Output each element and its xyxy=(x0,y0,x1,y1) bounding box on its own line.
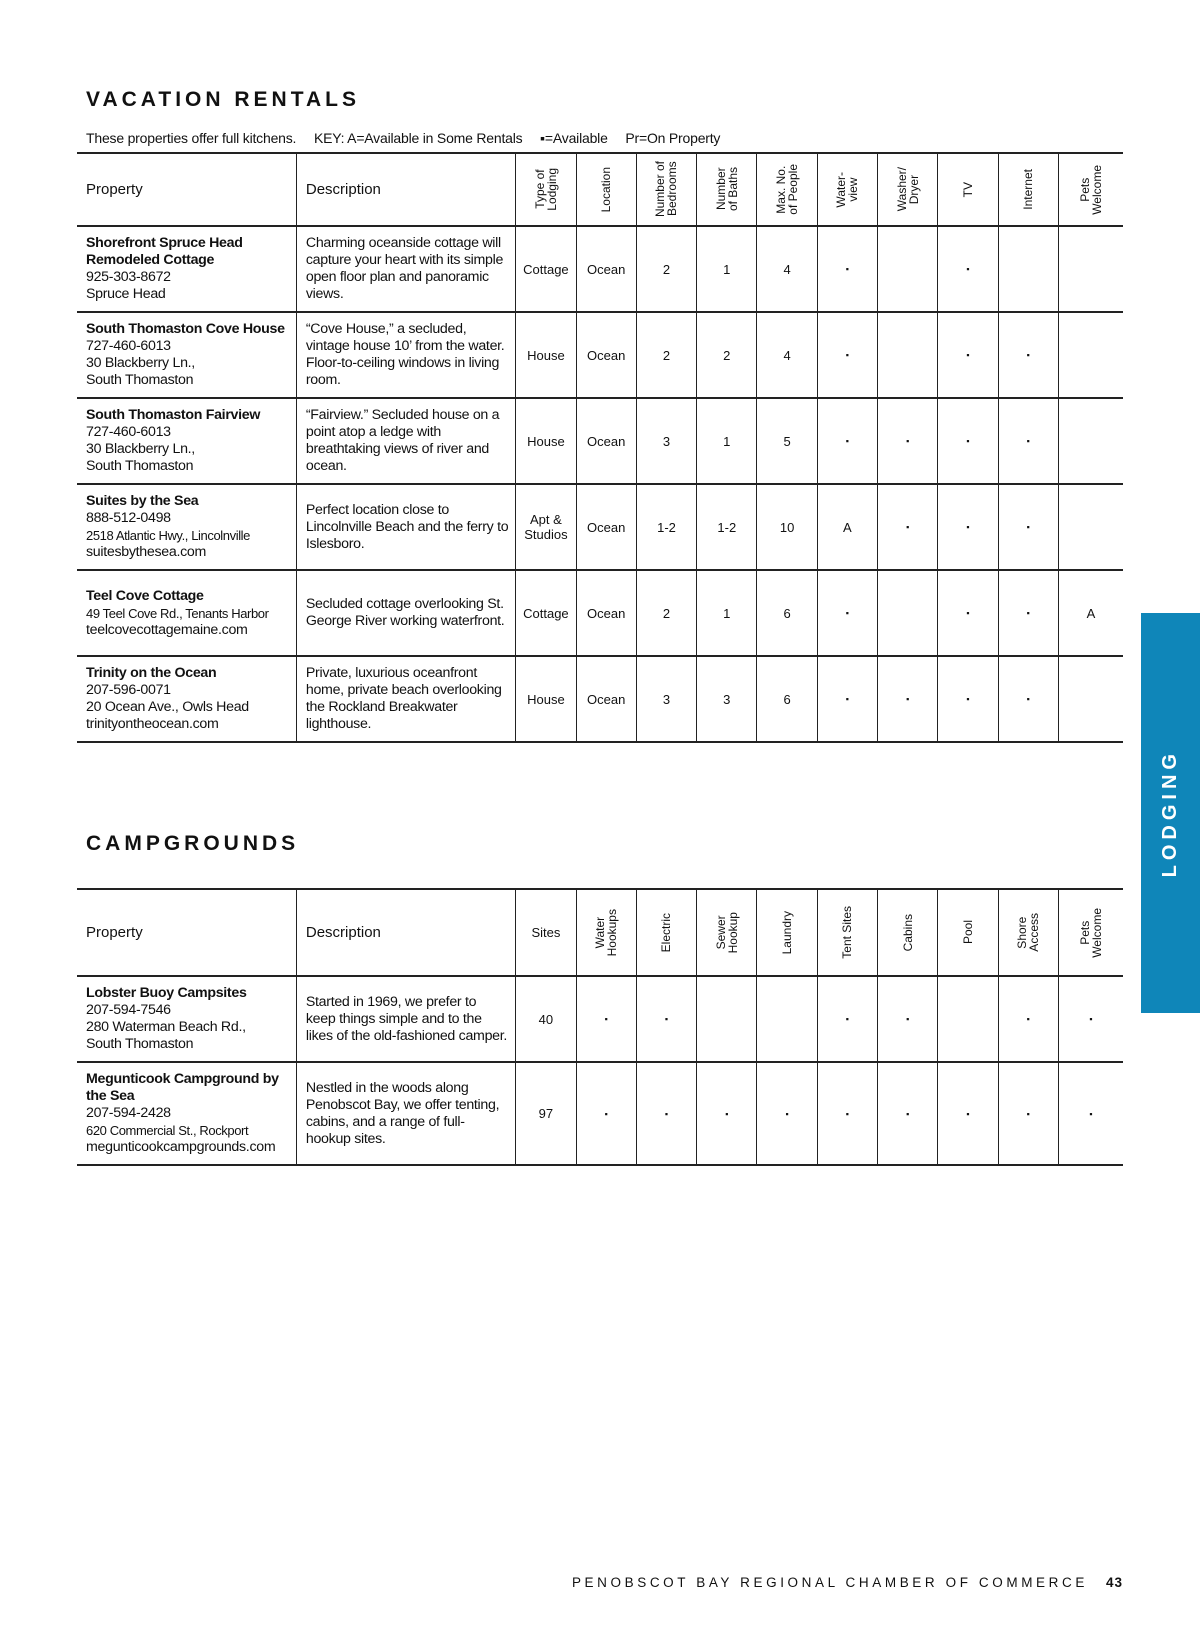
cell-max-no-of-people: 5 xyxy=(757,398,817,484)
footer-organization: PENOBSCOT BAY REGIONAL CHAMBER OF COMMERCE xyxy=(571,1575,1088,1590)
property-detail: South Thomaston xyxy=(86,458,194,474)
property-detail: teelcovecottagemaine.com xyxy=(86,621,248,638)
description-cell: “Fairview.” Secluded house on a point atop a ledge with breathtaking views of river and ocean. xyxy=(296,398,515,484)
table-row xyxy=(77,570,1123,656)
cell-pets-welcome xyxy=(1058,226,1123,312)
property-detail: 207-594-7546 xyxy=(86,1002,171,1018)
key-available: ▪=Available xyxy=(540,130,608,146)
table-row xyxy=(77,976,1123,1062)
header-label: Tent Sites xyxy=(840,906,855,959)
cell-location: Ocean xyxy=(576,656,636,742)
header-label: Number of Baths xyxy=(713,167,740,212)
table-row xyxy=(77,226,1123,312)
description-cell: Secluded cottage overlooking St. George River working waterfront. xyxy=(296,570,515,656)
header-label: Pets Welcome xyxy=(1077,907,1104,958)
cell-internet: ▪ xyxy=(998,570,1058,656)
header-type-of-lodging xyxy=(516,153,576,226)
cell-type-of-lodging: House xyxy=(516,312,576,398)
header-pool xyxy=(938,889,998,976)
header-label: TV xyxy=(960,181,975,198)
cell-pets-welcome xyxy=(1058,398,1123,484)
property-detail: South Thomaston xyxy=(86,372,194,388)
header-sites: Sites xyxy=(516,889,576,976)
cell-sewer-hookup xyxy=(697,976,757,1062)
property-name: Shorefront Spruce Head Remodeled Cottage xyxy=(86,235,243,268)
cell-pool xyxy=(938,976,998,1062)
cell-washer-dryer xyxy=(878,570,938,656)
cell-water-view: A xyxy=(817,484,877,570)
cell-number-of-baths: 3 xyxy=(697,656,757,742)
property-detail: megunticookcampgrounds.com xyxy=(86,1139,276,1155)
cell-pool: ▪ xyxy=(938,1062,998,1165)
cell-pets-welcome xyxy=(1058,484,1123,570)
cell-number-of-baths: 1 xyxy=(697,226,757,312)
cell-tv: ▪ xyxy=(938,570,998,656)
cell-laundry xyxy=(757,976,817,1062)
header-cabins xyxy=(878,889,938,976)
cell-number-of-bedrooms: 2 xyxy=(636,312,696,398)
cell-tv: ▪ xyxy=(938,226,998,312)
cell-sites: 97 xyxy=(516,1062,576,1165)
header-pets-welcome xyxy=(1058,153,1123,226)
cell-water-view: ▪ xyxy=(817,226,877,312)
cell-type-of-lodging: Cottage xyxy=(516,570,576,656)
description-cell: Charming oceanside cottage will capture your heart with its simple open floor plan and panoramic views. xyxy=(296,226,515,312)
property-detail: 30 Blackberry Ln., xyxy=(86,441,195,457)
property-cell xyxy=(77,398,296,484)
property-detail: 888-512-0498 xyxy=(86,510,171,526)
header-number-of-baths xyxy=(697,153,757,226)
property-name: South Thomaston Cove House xyxy=(86,321,285,337)
cell-max-no-of-people: 4 xyxy=(757,226,817,312)
header-max-no-of-people xyxy=(757,153,817,226)
property-detail: trinityontheocean.com xyxy=(86,716,219,732)
header-label: Sewer Hookup xyxy=(713,911,740,954)
cell-tv: ▪ xyxy=(938,398,998,484)
property-detail: 207-594-2428 xyxy=(86,1105,171,1121)
cell-location: Ocean xyxy=(576,312,636,398)
property-detail: 20 Ocean Ave., Owls Head xyxy=(86,699,249,715)
property-detail: 727-460-6013 xyxy=(86,338,171,354)
cell-number-of-baths: 1-2 xyxy=(697,484,757,570)
header-property: Property xyxy=(77,889,296,976)
property-cell xyxy=(77,1062,296,1165)
table-row xyxy=(77,398,1123,484)
cell-internet: ▪ xyxy=(998,484,1058,570)
header-laundry xyxy=(757,889,817,976)
header-description: Description xyxy=(296,153,515,226)
property-detail: 207-596-0071 xyxy=(86,682,171,698)
description-cell: Perfect location close to Lincolnville Beach and the ferry to Islesboro. xyxy=(296,484,515,570)
header-number-of-bedrooms xyxy=(636,153,696,226)
cell-pets-welcome: ▪ xyxy=(1058,976,1123,1062)
lodging-side-tab-label: LODGING xyxy=(1159,748,1181,878)
cell-cabins: ▪ xyxy=(878,1062,938,1165)
header-tv xyxy=(938,153,998,226)
header-label: Pool xyxy=(960,920,975,945)
property-name: Lobster Buoy Campsites xyxy=(86,985,247,1001)
description-cell: Private, luxurious oceanfront home, private beach overlooking the Rockland Breakwater lighthouse. xyxy=(296,656,515,742)
property-detail: South Thomaston xyxy=(86,1036,194,1052)
header-label: Electric xyxy=(659,912,674,953)
cell-max-no-of-people: 4 xyxy=(757,312,817,398)
cell-internet: ▪ xyxy=(998,656,1058,742)
property-detail: 49 Teel Cove Rd., Tenants Harbor xyxy=(86,605,269,621)
cell-number-of-baths: 2 xyxy=(697,312,757,398)
cell-number-of-baths: 1 xyxy=(697,398,757,484)
property-name: South Thomaston Fairview xyxy=(86,407,261,423)
cell-washer-dryer: ▪ xyxy=(878,398,938,484)
property-detail: 2518 Atlantic Hwy., Lincolnville xyxy=(86,528,250,543)
cell-water-hookups: ▪ xyxy=(576,1062,636,1165)
cell-water-view: ▪ xyxy=(817,570,877,656)
property-detail: 620 Commercial St., Rockport xyxy=(86,1123,249,1138)
cell-internet xyxy=(998,226,1058,312)
table-row xyxy=(77,1062,1123,1165)
page-number: 43 xyxy=(1105,1575,1123,1590)
property-cell xyxy=(77,484,296,570)
cell-pets-welcome: A xyxy=(1058,570,1123,656)
lodging-side-tab xyxy=(1141,613,1200,1013)
property-name: Teel Cove Cottage xyxy=(86,587,204,604)
header-label: Pets Welcome xyxy=(1077,164,1104,215)
header-electric xyxy=(636,889,696,976)
cell-shore-access: ▪ xyxy=(998,1062,1058,1165)
cell-type-of-lodging: Apt & Studios xyxy=(516,484,576,570)
cell-pets-welcome xyxy=(1058,312,1123,398)
description-cell: Nestled in the woods along Penobscot Bay, we offer tenting, cabins, and a range of full-hookup sites. xyxy=(296,1062,515,1165)
header-label: Number of Bedrooms xyxy=(653,161,680,218)
header-label: Location xyxy=(599,166,614,213)
property-detail: 280 Waterman Beach Rd., xyxy=(86,1019,246,1035)
property-cell xyxy=(77,226,296,312)
cell-water-view: ▪ xyxy=(817,398,877,484)
cell-tent-sites: ▪ xyxy=(817,1062,877,1165)
header-water-view xyxy=(817,153,877,226)
cell-water-hookups: ▪ xyxy=(576,976,636,1062)
header-tent-sites xyxy=(817,889,877,976)
header-label: Washer/ Dryer xyxy=(894,167,921,212)
cell-electric: ▪ xyxy=(636,976,696,1062)
header-label: Type of Lodging xyxy=(532,168,559,211)
cell-location: Ocean xyxy=(576,226,636,312)
header-shore-access xyxy=(998,889,1058,976)
property-cell xyxy=(77,656,296,742)
vacation-rentals-title: VACATION RENTALS xyxy=(86,88,360,111)
table-row xyxy=(77,312,1123,398)
key-on-property: Pr=On Property xyxy=(625,130,721,146)
header-label: Laundry xyxy=(780,910,795,955)
cell-max-no-of-people: 10 xyxy=(757,484,817,570)
table-row xyxy=(77,484,1123,570)
cell-location: Ocean xyxy=(576,570,636,656)
property-detail: 925-303-8672 xyxy=(86,269,171,285)
header-washer-dryer xyxy=(878,153,938,226)
property-name: Megunticook Campground by the Sea xyxy=(86,1071,279,1104)
cell-number-of-baths: 1 xyxy=(697,570,757,656)
cell-max-no-of-people: 6 xyxy=(757,656,817,742)
header-description: Description xyxy=(296,889,515,976)
description-cell: “Cove House,” a secluded, vintage house 10’ from the water. Floor-to-ceiling windows in living room. xyxy=(296,312,515,398)
key-kitchens-note: These properties offer full kitchens. xyxy=(86,130,297,146)
cell-number-of-bedrooms: 2 xyxy=(636,570,696,656)
cell-washer-dryer xyxy=(878,312,938,398)
cell-type-of-lodging: House xyxy=(516,656,576,742)
property-cell xyxy=(77,312,296,398)
header-water-hookups xyxy=(576,889,636,976)
cell-number-of-bedrooms: 1-2 xyxy=(636,484,696,570)
cell-water-view: ▪ xyxy=(817,656,877,742)
cell-electric: ▪ xyxy=(636,1062,696,1165)
property-cell xyxy=(77,570,296,656)
vacation-rentals-key xyxy=(86,130,734,146)
property-detail: suitesbythesea.com xyxy=(86,544,206,560)
page-footer xyxy=(572,1575,1123,1590)
header-label: Internet xyxy=(1021,169,1036,210)
cell-internet: ▪ xyxy=(998,398,1058,484)
property-name: Suites by the Sea xyxy=(86,493,199,509)
header-property: Property xyxy=(77,153,296,226)
cell-cabins: ▪ xyxy=(878,976,938,1062)
cell-washer-dryer: ▪ xyxy=(878,484,938,570)
description-cell: Started in 1969, we prefer to keep things simple and to the likes of the old-fashioned camper. xyxy=(296,976,515,1062)
cell-tv: ▪ xyxy=(938,484,998,570)
cell-location: Ocean xyxy=(576,398,636,484)
cell-washer-dryer xyxy=(878,226,938,312)
cell-max-no-of-people: 6 xyxy=(757,570,817,656)
cell-pets-welcome xyxy=(1058,656,1123,742)
cell-number-of-bedrooms: 2 xyxy=(636,226,696,312)
property-cell xyxy=(77,976,296,1062)
cell-sewer-hookup: ▪ xyxy=(697,1062,757,1165)
cell-type-of-lodging: Cottage xyxy=(516,226,576,312)
header-pets-welcome xyxy=(1058,889,1123,976)
campgrounds-table xyxy=(77,888,1123,1166)
cell-laundry: ▪ xyxy=(757,1062,817,1165)
header-sewer-hookup xyxy=(697,889,757,976)
header-label: Cabins xyxy=(900,913,915,952)
key-available-some: KEY: A=Available in Some Rentals xyxy=(313,130,523,146)
cell-number-of-bedrooms: 3 xyxy=(636,656,696,742)
cell-shore-access: ▪ xyxy=(998,976,1058,1062)
campgrounds-title: CAMPGROUNDS xyxy=(86,832,300,855)
header-label: Shore Access xyxy=(1015,913,1042,952)
header-location xyxy=(576,153,636,226)
header-label: Water- view xyxy=(834,171,861,208)
header-internet xyxy=(998,153,1058,226)
vacation-rentals-table xyxy=(77,152,1123,743)
property-detail: 30 Blackberry Ln., xyxy=(86,355,195,371)
cell-tent-sites: ▪ xyxy=(817,976,877,1062)
cell-location: Ocean xyxy=(576,484,636,570)
table-row xyxy=(77,656,1123,742)
cell-water-view: ▪ xyxy=(817,312,877,398)
property-name: Trinity on the Ocean xyxy=(86,665,217,681)
cell-sites: 40 xyxy=(516,976,576,1062)
cell-tv: ▪ xyxy=(938,656,998,742)
header-label: Max. No. of People xyxy=(774,164,801,215)
header-label: Water Hookups xyxy=(593,908,620,957)
cell-pets-welcome: ▪ xyxy=(1058,1062,1123,1165)
property-detail: 727-460-6013 xyxy=(86,424,171,440)
cell-washer-dryer: ▪ xyxy=(878,656,938,742)
cell-type-of-lodging: House xyxy=(516,398,576,484)
cell-tv: ▪ xyxy=(938,312,998,398)
cell-internet: ▪ xyxy=(998,312,1058,398)
cell-number-of-bedrooms: 3 xyxy=(636,398,696,484)
property-detail: Spruce Head xyxy=(86,286,166,302)
